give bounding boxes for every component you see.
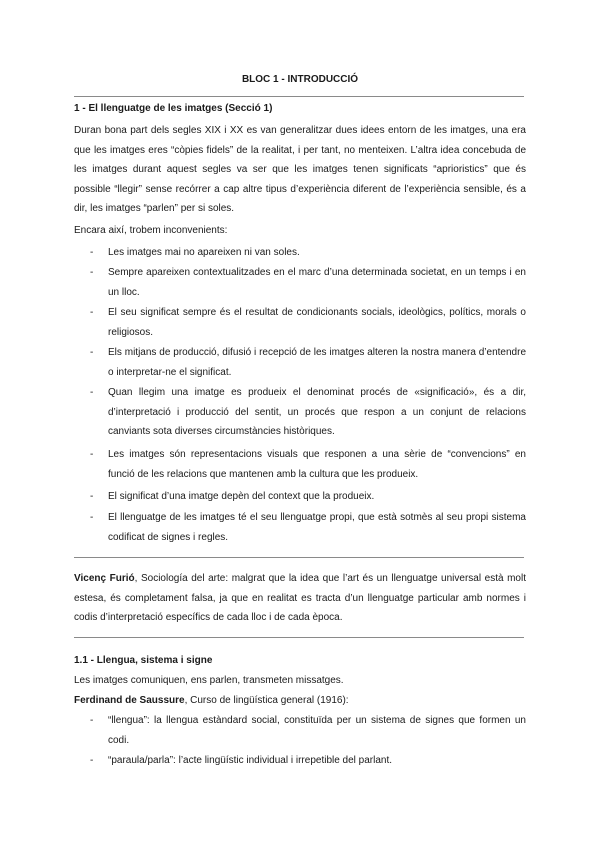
- bullet-dash: -: [90, 347, 94, 358]
- list-item: “llengua”: la llengua estàndard social, constituïda per un sistema de signes que formen un codi.: [108, 715, 526, 746]
- quote-text: , Sociología del arte: malgrat que la idea que l’art és un llenguatge universal està molt estesa, és completament falsa, ja que en realitat es tracta d’un llenguatge particular amb normes i codis d’interpretació específics de cada lloc i de cada època.: [74, 573, 526, 624]
- section-1-1-line: Les imatges comuniquen, ens parlen, transmeten missatges.: [74, 675, 344, 686]
- divider: [74, 637, 524, 638]
- divider: [74, 96, 524, 97]
- bullet-dash: -: [90, 449, 94, 460]
- document-title: BLOC 1 - INTRODUCCIÓ: [241, 74, 359, 85]
- bullet-dash: -: [90, 512, 94, 523]
- bullet-dash: -: [90, 247, 94, 258]
- list-item: El seu significat sempre és el resultat de condicionants socials, ideològics, polítics, morals o religiosos.: [108, 307, 526, 338]
- list-item: Quan llegim una imatge es produeix el denominat procés de «significació», és a dir, d’interpretació i producció del sentit, un procés que respon a un conjunt de relacions canviants sota diverses circumstàncies històriques.: [108, 387, 526, 438]
- list-item: Els mitjans de producció, difusió i recepció de les imatges alteren la nostra manera d’entendre o interpretar-ne el significat.: [108, 347, 526, 378]
- divider: [74, 557, 524, 558]
- list-item: El significat d’una imatge depèn del context que la produeix.: [108, 491, 375, 502]
- bullet-dash: -: [90, 491, 94, 502]
- section-1-heading: 1 - El llenguatge de les imatges (Secció 1): [74, 103, 273, 114]
- saussure-reference: [74, 691, 526, 711]
- bullet-dash: -: [90, 307, 94, 318]
- list-item: Les imatges són representacions visuals que responen a una sèrie de “convencions” en funció de les relacions que mantenen amb la cultura que les produeix.: [108, 449, 526, 480]
- bullet-dash: -: [90, 715, 94, 726]
- list-item: Sempre apareixen contextualitzades en el marc d’una determinada societat, en un temps i en un lloc.: [108, 267, 526, 298]
- list-item: “paraula/parla”: l’acte lingüístic individual i irrepetible del parlant.: [108, 755, 393, 766]
- quote-author: Vicenç Furió: [74, 573, 135, 584]
- bullet-dash: -: [90, 387, 94, 398]
- quote-paragraph: [74, 569, 526, 628]
- list-item: El llenguatge de les imatges té el seu llenguatge propi, que està sotmès al seu propi sistema codificat de signes i regles.: [108, 512, 526, 543]
- list-item: Les imatges mai no apareixen ni van soles.: [108, 247, 300, 258]
- saussure-work: , Curso de lingüística general (1916):: [184, 695, 349, 706]
- section-1-paragraph: Duran bona part dels segles XIX i XX es van generalitzar dues idees entorn de les imatges, una era que les imatges eres “còpies fidels” de la realitat, i per tant, no menteixen. L’altra idea concebuda de les imatges durant aquest segles va ser que les imatges tenen significats “aprioristics” que és possible “llegir” sense recórrer a cap altre tipus d’experiència diferent de l’experiència sensible, és a dir, les imatges “parlen” per si soles.: [74, 125, 526, 215]
- section-1-1-heading: 1.1 - Llengua, sistema i signe: [74, 655, 213, 666]
- section-1-intro: Encara així, trobem inconvenients:: [74, 225, 228, 236]
- bullet-dash: -: [90, 267, 94, 278]
- saussure-author: Ferdinand de Saussure: [74, 695, 185, 706]
- bullet-dash: -: [90, 755, 94, 766]
